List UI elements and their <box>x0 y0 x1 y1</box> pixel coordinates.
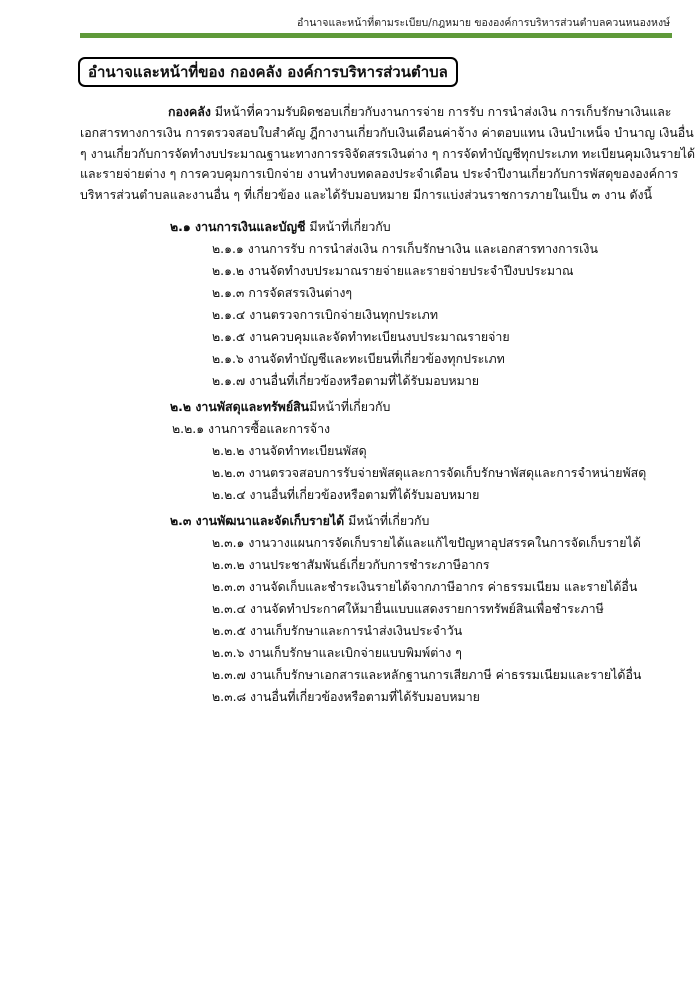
list-item: ๒.๒.๒ งานจัดทำทะเบียนพัสดุ <box>212 443 367 458</box>
section-heading <box>170 512 429 531</box>
section-heading-label: ๒.๓ งานพัฒนาและจัดเก็บรายได้ <box>170 513 345 528</box>
intro-paragraph <box>80 102 696 206</box>
list-item: ๒.๑.๒ งานจัดทำงบประมาณรายจ่ายและรายจ่ายประจำปีงบประมาณ <box>212 263 574 278</box>
section-heading-suffix: มีหน้าที่เกี่ยวกับ <box>305 219 391 234</box>
list-item: ๒.๑.๗ งานอื่นที่เกี่ยวข้องหรือตามที่ได้รับมอบหมาย <box>212 373 480 388</box>
intro-line-5: บริหารส่วนตำบลและงานอื่น ๆ ที่เกี่ยวข้อง และได้รับมอบหมาย มีการแบ่งส่วนราชการภายในเป็น ๓ งาน ดังนี้ <box>80 187 653 203</box>
list-item: ๒.๓.๓ งานจัดเก็บและชำระเงินรายได้จากภาษีอากร ค่าธรรมเนียม และรายได้อื่น <box>212 579 638 594</box>
list-item: ๒.๓.๒ งานประชาสัมพันธ์เกี่ยวกับการชำระภาษีอากร <box>212 557 490 572</box>
intro-line-1-rest: มีหน้าที่ความรับผิดชอบเกี่ยวกับงานการจ่าย การรับ การนำส่งเงิน การเก็บรักษาเงินและ <box>210 104 672 119</box>
intro-line-4: และรายจ่ายต่าง ๆ การควบคุมการเบิกจ่าย งานทำงบทดลองประจำเดือน ประจำปีงานเกี่ยวกับการพัสดุขององค์การ <box>80 166 679 182</box>
section-heading-suffix: มีหน้าที่เกี่ยวกับ <box>309 399 391 414</box>
section-heading-suffix: มีหน้าที่เกี่ยวกับ <box>344 513 430 528</box>
intro-line-3: ๆ งานเกี่ยวกับการจัดทำงบประมาณฐานะทางการรจิจัดสรรเงินต่าง ๆ การจัดทำบัญชีทุกประเภท ทะเบียนคุมเงินรายได้ <box>80 145 696 161</box>
section-heading <box>170 398 390 417</box>
header-divider <box>80 33 672 38</box>
list-item: ๒.๒.๔ งานอื่นที่เกี่ยวข้องหรือตามที่ได้รับมอบหมาย <box>212 487 480 502</box>
intro-lead: กองคลัง <box>168 104 211 119</box>
list-item: ๒.๑.๓ การจัดสรรเงินต่างๆ <box>212 285 353 300</box>
list-item: ๒.๓.๖ งานเก็บรักษาและเบิกจ่ายแบบพิมพ์ต่าง ๆ <box>212 645 462 660</box>
list-item: ๒.๑.๑ งานการรับ การนำส่งเงิน การเก็บรักษาเงิน และเอกสารทางการเงิน <box>212 241 598 256</box>
list-item: ๒.๓.๔ งานจัดทำประกาศให้มายื่นแบบแสดงรายการทรัพย์สินเพื่อชำระภาษี <box>212 601 604 616</box>
section-heading <box>170 218 391 237</box>
intro-line-2: เอกสารทางการเงิน การตรวจสอบใบสำคัญ ฎีกางานเกี่ยวกับเงินเดือนค่าจ้าง ค่าตอบแทน เงินบำเหน็จ บำนาญ เงินอื่น <box>80 124 694 140</box>
list-item: ๒.๑.๖ งานจัดทำบัญชีและทะเบียนที่เกี่ยวข้องทุกประเภท <box>212 351 505 366</box>
page-header-text: อำนาจและหน้าที่ตามระเบียบ/กฎหมาย ขององค์การบริหารส่วนตำบลควนหนองหงษ์ <box>297 17 670 29</box>
section-heading-label: ๒.๑ งานการเงินและบัญชี <box>170 219 306 234</box>
list-item: ๒.๓.๕ งานเก็บรักษาและการนำส่งเงินประจำวัน <box>212 623 463 638</box>
list-item: ๒.๓.๑ งานวางแผนการจัดเก็บรายได้และแก้ไขปัญหาอุปสรรคในการจัดเก็บรายได้ <box>212 535 641 550</box>
intro-line-1 <box>80 102 672 123</box>
list-item: ๒.๒.๓ งานตรวจสอบการรับจ่ายพัสดุและการจัดเก็บรักษาพัสดุและการจำหน่ายพัสดุ <box>212 465 647 480</box>
list-item: ๒.๓.๗ งานเก็บรักษาเอกสารและหลักฐานการเสียภาษี ค่าธรรมเนียมและรายได้อื่น <box>212 667 642 682</box>
list-item: ๒.๒.๑ งานการซื้อและการจ้าง <box>172 421 331 436</box>
list-item: ๒.๑.๕ งานควบคุมและจัดทำทะเบียนงบประมาณรายจ่าย <box>212 329 510 344</box>
list-item: ๒.๑.๔ งานตรวจการเบิกจ่ายเงินทุกประเภท <box>212 307 438 322</box>
section-heading-label: ๒.๒ งานพัสดุและทรัพย์สิน <box>170 399 310 414</box>
page-title: อำนาจและหน้าที่ของ กองคลัง องค์การบริหารส่วนตำบล <box>88 63 448 81</box>
list-item: ๒.๓.๘ งานอื่นที่เกี่ยวข้องหรือตามที่ได้รับมอบหมาย <box>212 689 480 704</box>
title-box <box>78 57 458 87</box>
